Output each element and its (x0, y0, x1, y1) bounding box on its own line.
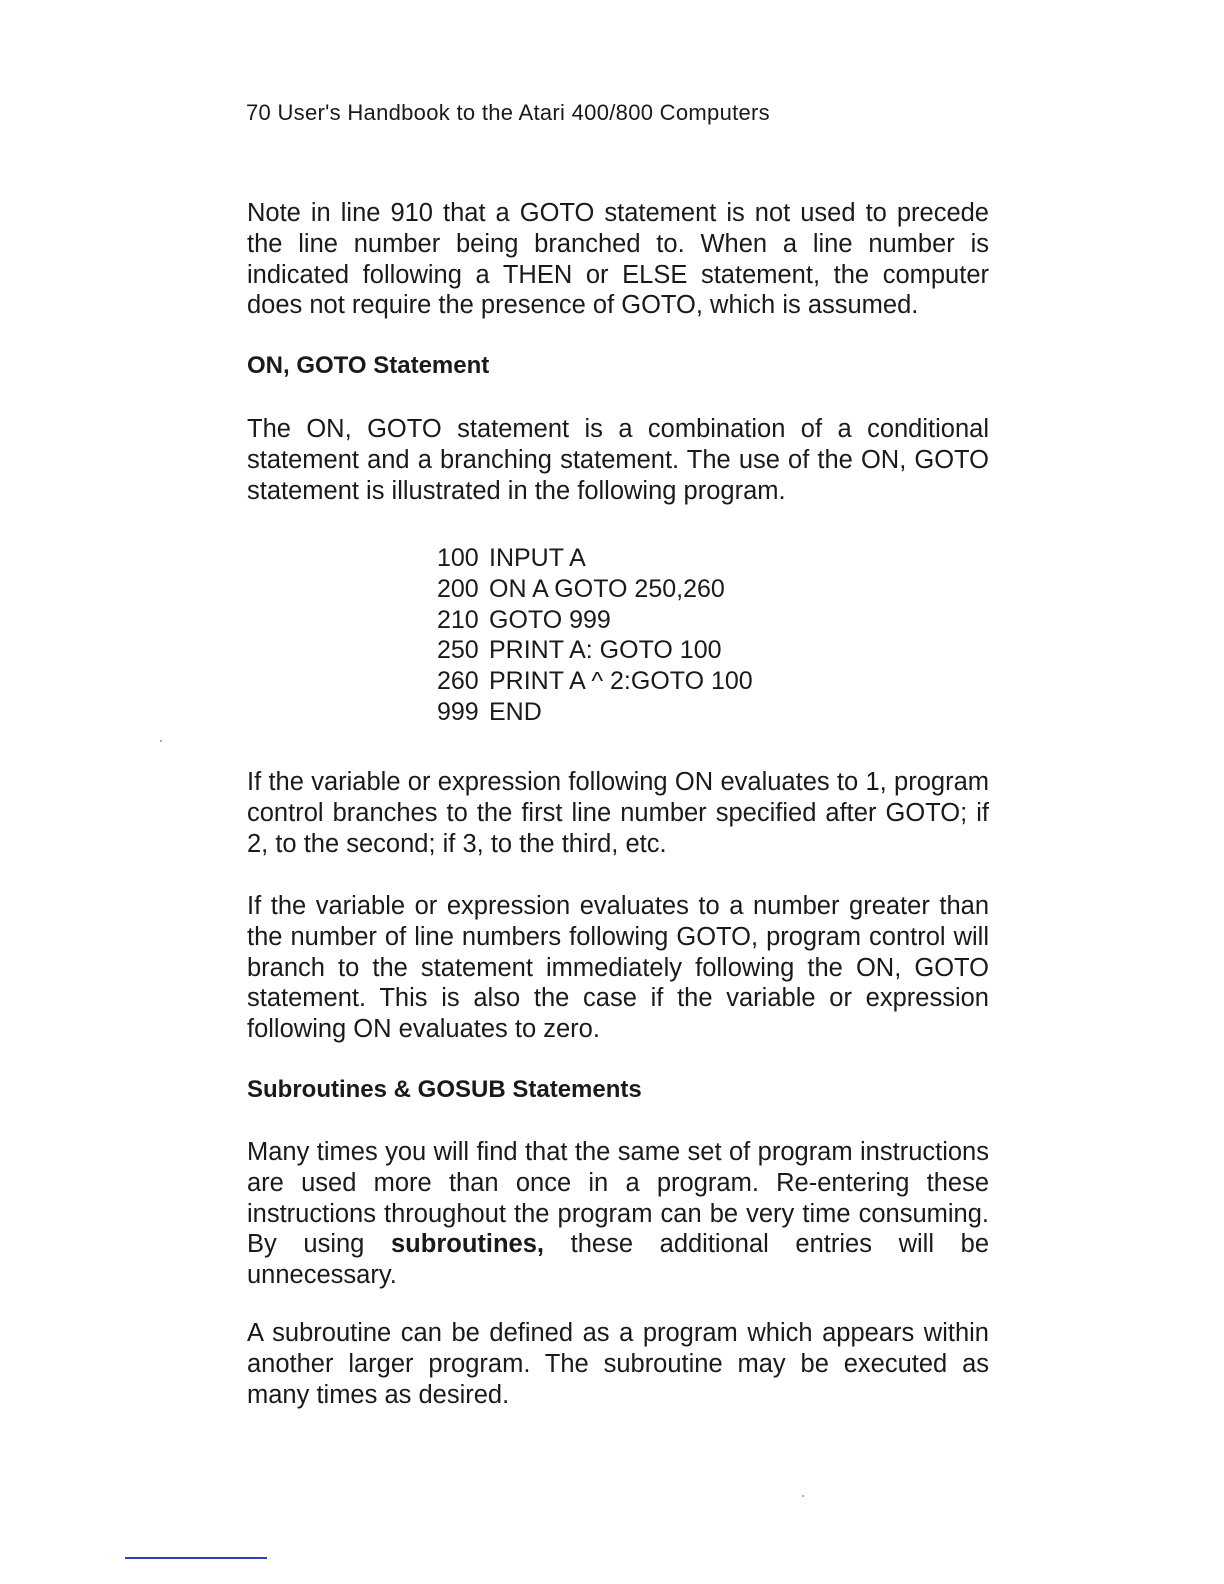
line-statement: GOTO 999 (489, 605, 611, 634)
program-line (437, 543, 753, 574)
paragraph-on-goto-intro: The ON, GOTO statement is a combination of a conditional statement and a branching statement. The use of the ON, GOTO statement is illustrated in the following program. (247, 415, 989, 505)
line-number: 260 (437, 667, 479, 696)
running-head: 70 User's Handbook to the Atari 400/800 Computers (246, 100, 770, 125)
line-statement: PRINT A: GOTO 100 (489, 636, 722, 665)
program-listing (437, 543, 753, 728)
line-statement: END (489, 697, 542, 726)
program-line (437, 697, 753, 728)
line-statement: ON A GOTO 250,260 (489, 574, 725, 603)
heading-on-goto-statement: ON, GOTO Statement (247, 352, 490, 379)
line-number: 100 (437, 544, 479, 572)
paragraph-on-evaluates: If the variable or expression following ON evaluates to 1, program control branches to the first line number specified after GOTO; if 2, to the second; if 3, to the third, etc. (247, 768, 989, 858)
heading-subroutines-gosub: Subroutines & GOSUB Statements (247, 1076, 642, 1103)
program-line (437, 666, 753, 697)
paragraph-subroutines-intro (247, 1137, 989, 1291)
text-run: these additional entries will be unnecessary. (247, 1230, 990, 1290)
scan-speck (802, 1495, 804, 1497)
program-line (437, 605, 753, 636)
scan-speck (160, 740, 162, 742)
line-statement: PRINT A ^ 2:GOTO 100 (489, 667, 753, 696)
program-line (437, 635, 753, 666)
program-line (437, 574, 753, 605)
line-number: 250 (437, 636, 479, 665)
paragraph-line-910-note: Note in line 910 that a GOTO statement is not used to precede the line number being branched to. When a line number is indicated following a THEN or ELSE statement, the computer does not require the presence of GOTO, which is assumed. (247, 199, 989, 320)
text-run: Many times you will find that the same set of program instructions are used more than once in a program. Re-entering these instructions throughout the program can be very time consuming. By using (247, 1138, 989, 1259)
line-number: 200 (437, 574, 479, 603)
margin-underline-mark (125, 1557, 267, 1559)
line-number: 999 (437, 697, 479, 726)
paragraph-greater-than: If the variable or expression evaluates to a number greater than the number of line numbers following GOTO, program control will branch to the statement immediately following the ON, GOTO statement. This is also the case if the variable or expression following ON evaluates to zero. (247, 892, 989, 1044)
line-number: 210 (437, 605, 479, 634)
paragraph-subroutine-definition: A subroutine can be defined as a program which appears within another larger program. The subroutine may be executed as many times as desired. (247, 1319, 989, 1409)
emphasis-subroutines: subroutines, (390, 1230, 544, 1259)
line-statement: INPUT A (489, 544, 586, 572)
